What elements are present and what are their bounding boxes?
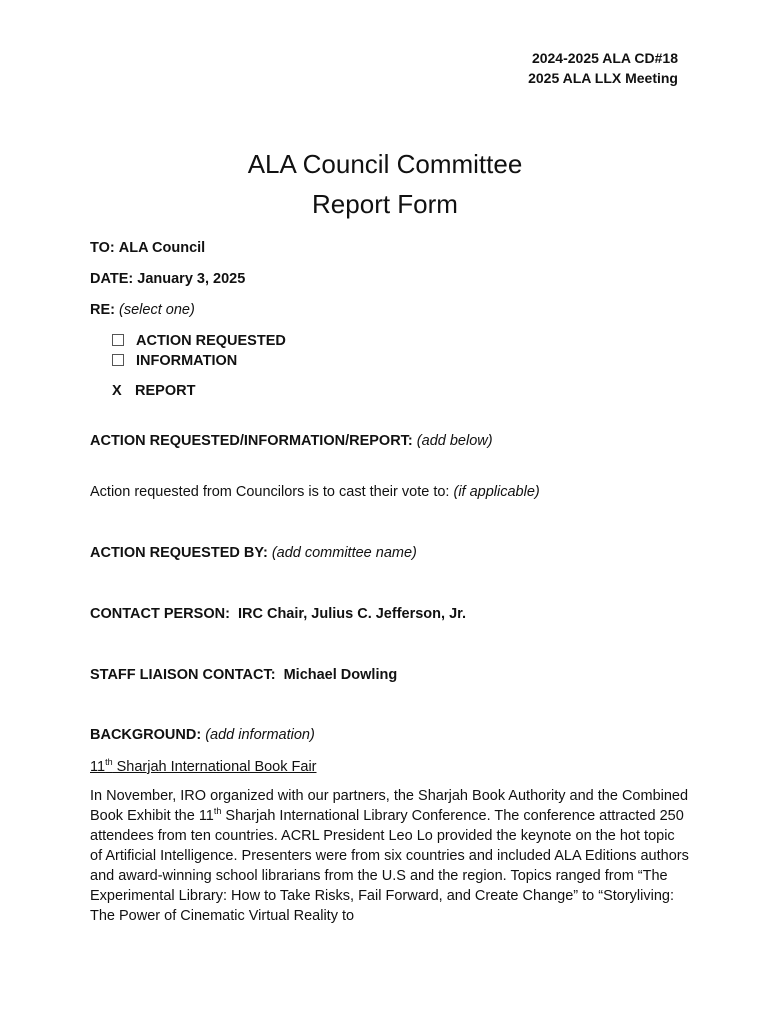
title-line-1: ALA Council Committee — [247, 149, 523, 179]
date-value: January 3, 2025 — [137, 271, 246, 287]
option-action-requested[interactable] — [112, 331, 286, 351]
staff-value: Michael Dowling — [283, 667, 398, 683]
meeting-name: 2025 ALA LLX Meeting — [528, 70, 678, 86]
paragraph-sup: th — [213, 806, 222, 817]
background-paragraph — [90, 786, 690, 926]
re-hint: (select one) — [119, 302, 195, 318]
paragraph-part-1: In November, IRO organized with our partners, the Sharjah Book Authority and the Combined Book Exhibit the 11 — [90, 788, 689, 824]
background-section — [90, 725, 315, 745]
action-text-line — [90, 482, 540, 502]
doc-number: 2024-2025 ALA CD#18 — [531, 50, 678, 66]
arir-label: ACTION REQUESTED/INFORMATION/REPORT: — [90, 433, 413, 449]
action-hint: (if applicable) — [453, 484, 540, 500]
title-line-2: Report Form — [312, 189, 458, 219]
requested-by-label: ACTION REQUESTED BY: — [90, 545, 268, 561]
arir-section — [90, 431, 493, 451]
subheading-sup: th — [105, 757, 113, 768]
page-title — [0, 144, 770, 224]
action-text: Action requested from Councilors is to cast their vote to: — [90, 484, 450, 500]
subheading-number: 11 — [90, 759, 106, 775]
option-information[interactable] — [112, 351, 237, 371]
staff-label: STAFF LIAISON CONTACT: — [90, 667, 276, 683]
contact-person-section — [90, 604, 466, 624]
option-label: REPORT — [135, 383, 196, 399]
contact-label: CONTACT PERSON: — [90, 606, 230, 622]
requested-by-section — [90, 543, 417, 563]
option-label: INFORMATION — [136, 353, 238, 369]
background-hint: (add information) — [205, 727, 315, 743]
arir-hint: (add below) — [416, 433, 493, 449]
date-field — [90, 269, 245, 289]
to-value: ALA Council — [118, 240, 206, 256]
requested-by-hint: (add committee name) — [271, 545, 417, 561]
paragraph-part-2: Sharjah International Library Conference. The conference attracted 250 attendees from ten countries. ACRL President Leo Lo provided the keynote on the hot topic of Artificial Intelligence. Presenters were from six countries and included ALA Editions authors and award-winning school librarians from the U.S and the region. Topics ranged from “The Experimental Library: How to Take Risks, Fail Forward, and Create Change” to “Storyliving: The Power of Cinematic Virtual Reality to — [90, 808, 689, 924]
option-report[interactable] — [112, 381, 195, 401]
subheading-book-fair — [90, 757, 317, 777]
re-field — [90, 300, 195, 320]
option-label: ACTION REQUESTED — [136, 333, 286, 349]
staff-liaison-section — [90, 665, 397, 685]
document-header — [528, 48, 678, 88]
to-field — [90, 238, 205, 258]
checkbox-empty-icon[interactable] — [112, 334, 124, 346]
checkbox-empty-icon[interactable] — [112, 354, 124, 366]
background-label: BACKGROUND: — [90, 727, 202, 743]
subheading-rest: Sharjah International Book Fair — [112, 759, 317, 775]
to-label: TO: — [90, 240, 115, 256]
contact-value: IRC Chair, Julius C. Jefferson, Jr. — [237, 606, 467, 622]
re-label: RE: — [90, 302, 115, 318]
x-mark: X — [112, 383, 122, 399]
date-label: DATE: — [90, 271, 134, 287]
